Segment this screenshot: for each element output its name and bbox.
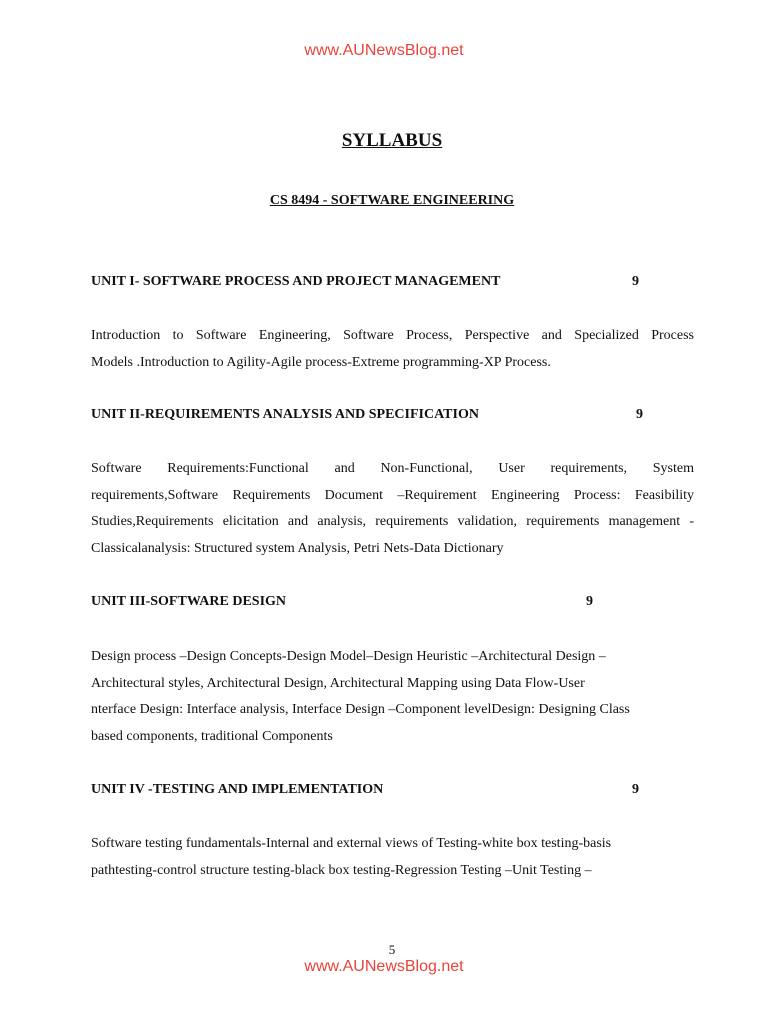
unit-2-line: Classicalanalysis: Structured system Analysis, Petri Nets-Data Dictionary bbox=[91, 541, 504, 557]
unit-2-title: UNIT II-REQUIREMENTS ANALYSIS AND SPECIFICATION bbox=[91, 407, 479, 422]
unit-3-heading bbox=[91, 594, 651, 610]
unit-3-line: based components, traditional Components bbox=[91, 729, 333, 745]
unit-4-description bbox=[91, 831, 694, 884]
unit-3-title: UNIT III-SOFTWARE DESIGN bbox=[91, 594, 287, 609]
unit-4-line: Software testing fundamentals-Internal and external views of Testing-white box testing-basis bbox=[91, 836, 612, 851]
unit-1-hours: 9 bbox=[632, 274, 639, 289]
unit-3-description bbox=[91, 644, 694, 751]
unit-2-line: Studies,Requirements elicitation and analysis, requirements validation, requirements management - bbox=[91, 514, 694, 530]
unit-4-title: UNIT IV -TESTING AND IMPLEMENTATION bbox=[91, 782, 384, 797]
course-title: CS 8494 - SOFTWARE ENGINEERING bbox=[269, 193, 515, 208]
page-title: SYLLABUS bbox=[341, 130, 443, 151]
unit-2-hours: 9 bbox=[636, 407, 643, 422]
unit-3-hours: 9 bbox=[586, 594, 593, 609]
unit-4-hours: 9 bbox=[632, 782, 639, 797]
unit-3-line: Design process –Design Concepts-Design Model–Design Heuristic –Architectural Design – bbox=[91, 649, 606, 664]
unit-2-description bbox=[91, 456, 694, 563]
unit-2-line: requirements,Software Requirements Document –Requirement Engineering Process: Feasibility bbox=[91, 487, 694, 503]
unit-4-line: pathtesting-control structure testing-black box testing-Regression Testing –Unit Testing – bbox=[91, 862, 592, 878]
watermark-top[interactable]: www.AUNewsBlog.net bbox=[304, 42, 464, 59]
unit-3-line: nterface Design: Interface analysis, Interface Design –Component levelDesign: Designing Class bbox=[91, 702, 630, 718]
unit-1-line: Introduction to Software Engineering, Software Process, Perspective and Specialized Process bbox=[91, 328, 694, 343]
watermark-bottom[interactable]: www.AUNewsBlog.net bbox=[304, 958, 464, 975]
unit-1-title: UNIT I- SOFTWARE PROCESS AND PROJECT MANAGEMENT bbox=[91, 274, 501, 289]
unit-1-description bbox=[91, 323, 694, 376]
page-number: 5 bbox=[388, 942, 396, 957]
unit-2-heading bbox=[91, 407, 651, 423]
unit-1-heading bbox=[91, 274, 651, 290]
unit-4-heading bbox=[91, 782, 651, 798]
unit-2-line: Software Requirements:Functional and Non-Functional, User requirements, System bbox=[91, 461, 694, 476]
unit-1-line: Models .Introduction to Agility-Agile process-Extreme programming-XP Process. bbox=[91, 354, 551, 370]
unit-3-line: Architectural styles, Architectural Design, Architectural Mapping using Data Flow-User bbox=[91, 675, 585, 691]
